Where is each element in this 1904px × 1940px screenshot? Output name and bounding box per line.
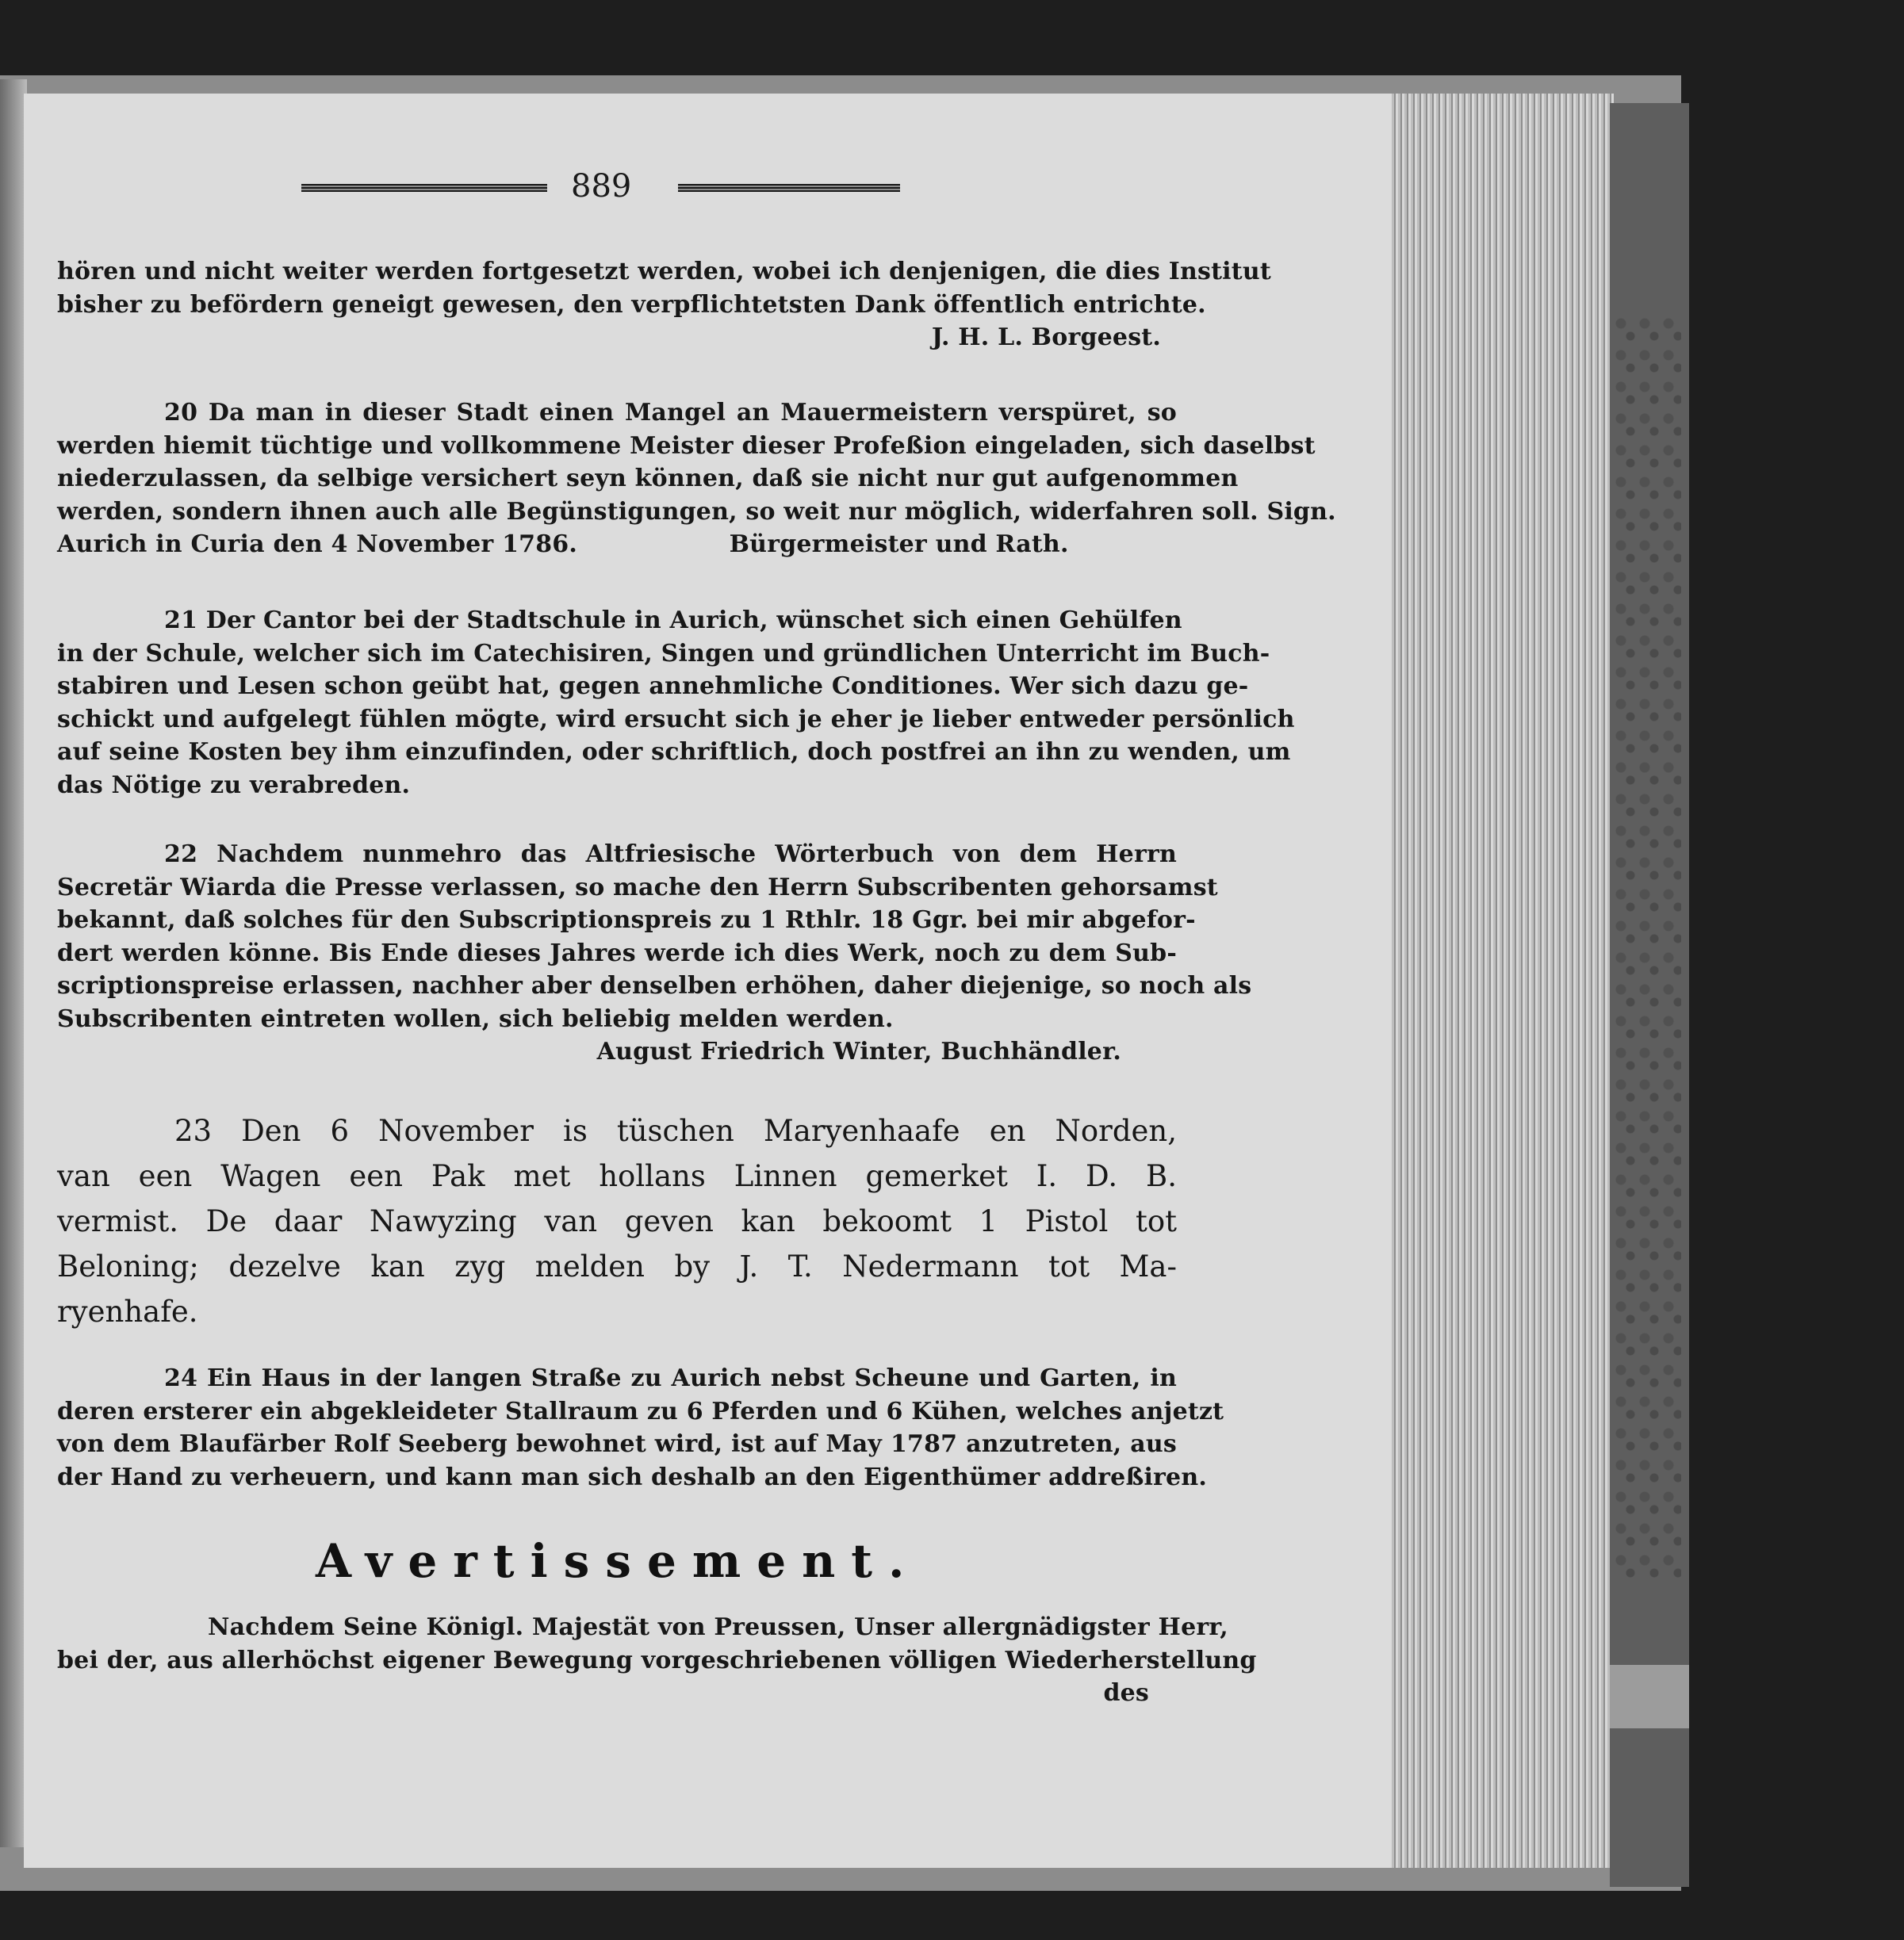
text-line: schickt und aufgelegt fühlen mögte, wird ersucht sich je eher je lieber entweder persönlich [57,705,1295,733]
header-rule-right [678,184,900,192]
text-line: Nachdem Seine Königl. Majestät von Preussen, Unser allergnädigster Herr, [208,1613,1228,1641]
text-line: deren ersterer ein abgekleideter Stallraum zu 6 Pferden und 6 Kühen, welches anjetzt [57,1397,1224,1425]
text-line: ryenhafe. [57,1295,198,1329]
text-line: bei der, aus allerhöchst eigener Bewegung vorgeschriebenen völligen Wiederherstellung [57,1646,1257,1674]
text-line: von dem Blaufärber Rolf Seeberg bewohnet wird, ist auf May 1787 anzutreten, aus [57,1430,1177,1458]
text-line: 23 Den 6 November is tüschen Maryenhaafe en Norden, [174,1114,1177,1148]
text-line: in der Schule, welcher sich im Catechisiren, Singen und gründlichen Unterricht im Buch- [57,639,1270,668]
text-line: 24 Ein Haus in der langen Straße zu Aurich nebst Scheune und Garten, in [164,1364,1177,1392]
text-line: hören und nicht weiter werden fortgesetzt werden, wobei ich denjenigen, die dies Institut [57,258,1271,285]
notice-24 [57,1362,1224,1494]
board-speckle [1614,317,1681,1586]
page-block-edges [1392,94,1614,1868]
text-line: vermist. De daar Nawyzing van geven kan bekoomt 1 Pistol tot [57,1204,1177,1238]
notice-23 [57,1108,1177,1334]
text-line: stabiren und Lesen schon geübt hat, gegen annehmliche Conditiones. Wer sich dazu ge- [57,672,1249,700]
notice-22 [57,838,1252,1069]
header-rule-left [301,184,547,192]
top-paragraph [57,255,1271,354]
text-line: der Hand zu verheuern, und kann man sich deshalb an den Eigenthümer addreßiren. [57,1463,1207,1491]
section-heading: Avertissement. [316,1534,921,1588]
signature: August Friedrich Winter, Buchhändler. [596,1038,1121,1066]
text-line: Aurich in Curia den 4 November 1786. Bürgermeister und Rath. [57,530,1069,558]
text-line: das Nötige zu verabreden. [57,771,411,799]
catchword: des [1103,1679,1149,1707]
text-line: scriptionspreise erlassen, nachher aber denselben erhöhen, daher diejenige, so noch als [57,972,1252,1000]
text-line: bisher zu befördern geneigt gewesen, den verpflichtetsten Dank öffentlich entrichte. [57,290,1206,319]
text-line: Beloning; dezelve kan zyg melden by J. T. Nedermann tot Ma- [57,1249,1177,1284]
text-line: Secretär Wiarda die Presse verlassen, so mache den Herrn Subscribenten gehorsamst [57,873,1218,901]
text-line: werden, sondern ihnen auch alle Begünstigungen, so weit nur möglich, widerfahren soll. Sign. [57,497,1336,526]
text-line: dert werden könne. Bis Ende dieses Jahres werde ich dies Werk, noch zu dem Sub- [57,939,1177,967]
text-line: 21 Der Cantor bei der Stadtschule in Aurich, wünschet sich einen Gehülfen [164,606,1182,634]
text-line: auf seine Kosten bey ihm einzufinden, oder schriftlich, doch postfrei an ihn zu wenden, um [57,738,1291,766]
running-header [301,168,904,208]
text-line: Subscribenten eintreten wollen, sich beliebig melden werden. [57,1004,894,1033]
facing-page-edge [0,79,27,1847]
notice-21 [57,604,1295,802]
signature: J. H. L. Borgeest. [931,323,1161,351]
text-line: 22 Nachdem nunmehro das Altfriesische Wörterbuch von dem Herrn [164,840,1177,868]
board-band [1610,1665,1689,1728]
text-line: 20 Da man in dieser Stadt einen Mangel an Mauermeistern verspüret, so [164,399,1177,427]
page-number: 889 [571,168,632,205]
notice-20 [57,396,1336,561]
closing-paragraph [57,1611,1257,1710]
text-line: van een Wagen een Pak met hollans Linnen gemerket I. D. B. [57,1159,1177,1193]
text-line: werden hiemit tüchtige und vollkommene Meister dieser Profeßion eingeladen, sich daselbst [57,431,1316,460]
text-line: bekannt, daß solches für den Subscriptionspreis zu 1 Rthlr. 18 Ggr. bei mir abgefor- [57,906,1196,934]
text-line: niederzulassen, da selbige versichert seyn können, daß sie nicht nur gut aufgenommen [57,465,1239,492]
